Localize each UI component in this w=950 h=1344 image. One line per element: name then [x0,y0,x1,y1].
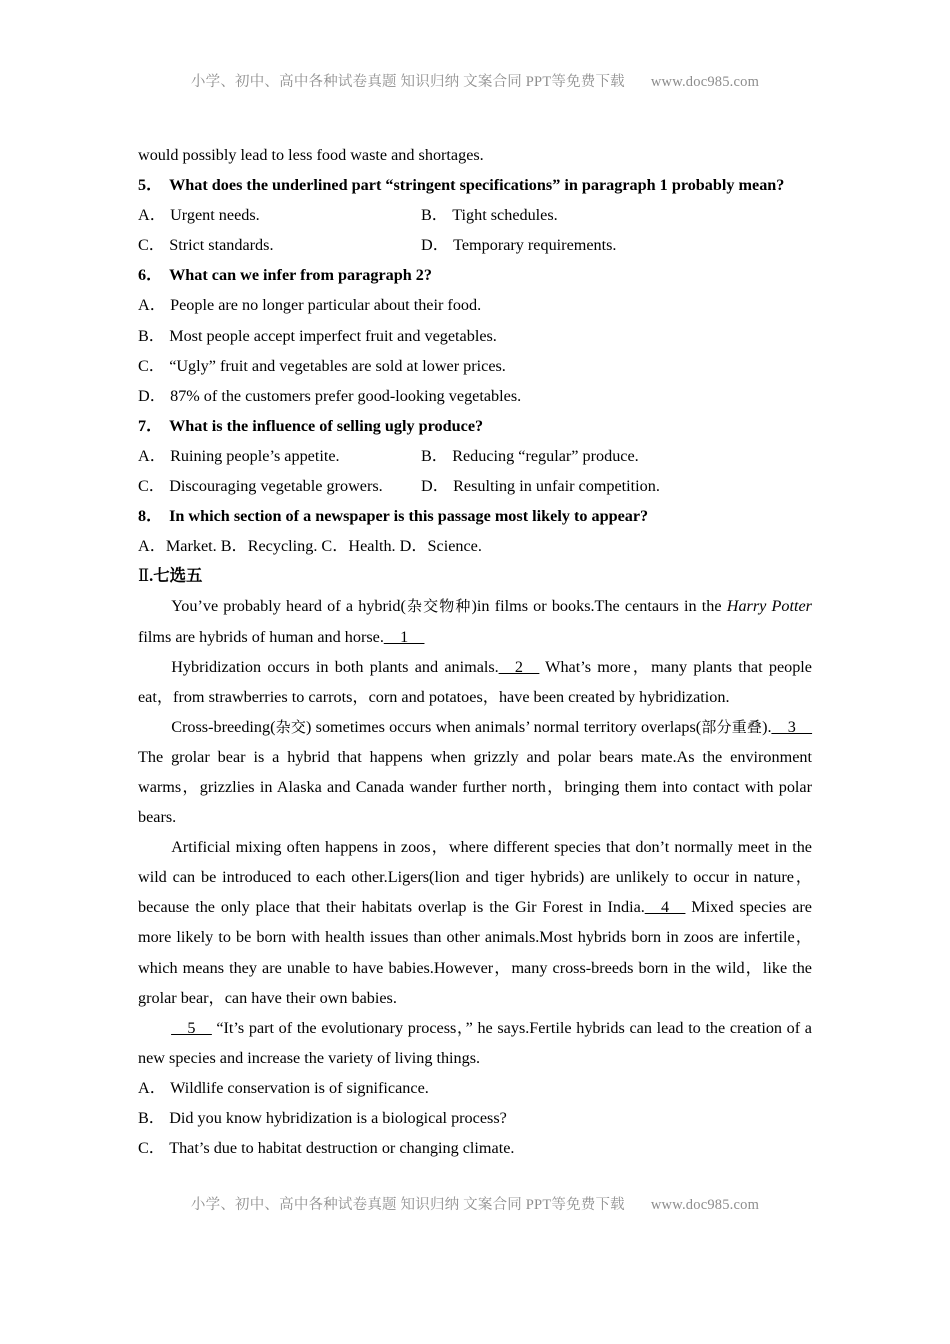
passage-text: What’s more，many plants that people eat，from strawberries to carrots，corn and potatoes，have been created by hybridization. [138,657,812,706]
option-7-A-text: Ruining people’s appetite. [170,446,340,465]
passage-text: “It’s part of the evolutionary process，” he says.Fertile hybrids can lead to the creation of a new species and increase the variety of living things. [138,1018,812,1067]
question-7-number: 7． [138,416,163,435]
option-7-B-text: Reducing “regular” produce. [452,446,639,465]
option-6-A[interactable] [138,290,812,320]
chinese-gloss: 部分重叠 [701,717,763,736]
question-7-stem [138,411,812,441]
passage-text: ). [762,717,772,736]
option-5-A[interactable] [138,200,421,230]
passage-paragraph-4 [138,832,812,1013]
continued-sentence: would possibly lead to less food waste and shortages. [138,146,484,164]
option-5-C-text: Strict standards. [169,236,274,255]
option-6-A-text: People are no longer particular about their food. [170,296,482,315]
section-heading [138,561,812,591]
question-7-text: What is the influence of selling ugly produce? [169,416,484,435]
question-6-text: What can we infer from paragraph 2? [169,266,432,285]
option-6-D-letter: D． [138,386,166,405]
answer-blank[interactable]: __1__ [383,627,425,646]
option-5-C-letter: C． [138,236,165,255]
option-5-D-letter: D． [421,236,449,255]
option-7-D[interactable] [421,471,812,501]
watermark-text: 小学、初中、高中各种试卷真题 知识归纳 文案合同 PPT等免费下载 [190,74,625,90]
footer-watermark [0,1193,950,1214]
answer-blank[interactable]: __3__ [771,717,812,736]
option-5-C[interactable] [138,230,421,260]
passage-text: Mixed species are more likely to be born with health issues than other animals.Most hybrids born in zoos are infertile，which means they are unable to have babies.However，many cross-breeds born in the wild，like the grolar bear，can have their own babies. [138,898,812,1007]
question-8-text: In which section of a newspaper is this passage most likely to appear? [169,507,649,526]
option-7-D-letter: D． [421,477,449,496]
option-7-C-letter: C． [138,477,165,496]
question-6-number: 6． [138,266,163,285]
passage-choice-A-text: Wildlife conservation is of significance. [170,1078,429,1097]
passage-paragraph-3 [138,712,812,832]
option-5-A-text: Urgent needs. [170,206,260,225]
option-7-C[interactable] [138,471,421,501]
option-5-B-text: Tight schedules. [452,206,558,225]
question-8-options-inline[interactable]: A．Market. B．Recycling. C．Health. D．Science. [138,537,482,556]
passage-choice-A-letter: A． [138,1078,166,1097]
option-7-A[interactable] [138,441,421,471]
section-title: 七选五 [153,566,203,586]
passage-choice-C-text: That’s due to habitat destruction or changing climate. [169,1139,515,1158]
passage-choice-B-text: Did you know hybridization is a biological process? [169,1109,507,1127]
option-6-B-letter: B． [138,326,165,345]
answer-blank[interactable]: __2__ [498,657,540,676]
option-5-D[interactable] [421,230,812,260]
option-5-B-letter: B． [421,206,448,225]
passage-text: You’ve probably heard of a hybrid( [171,597,406,616]
chinese-gloss: 杂交 [275,717,307,736]
question-8-stem [138,501,812,531]
option-7-C-text: Discouraging vegetable growers. [169,477,383,496]
answer-blank[interactable]: __4__ [644,898,686,917]
option-6-D[interactable] [138,381,812,411]
passage-text: ) sometimes occurs when animals’ normal territory overlaps( [306,717,702,736]
option-6-D-text: 87% of the customers prefer good-looking vegetables. [170,386,522,405]
question-7-options-row-1 [138,441,812,471]
passage-text: films are hybrids of human and horse. [138,627,384,646]
section-roman-numeral: Ⅱ [138,566,150,586]
option-6-B[interactable] [138,321,812,351]
passage-text: Artificial mixing often happens in zoos，where different species that don’t normally meet in the wild can be introduced to each other.Ligers(lion and tiger hybrids) are unlikely to occur in nature，because the only place that their habitats overlap is the Gir Forest in India. [138,838,812,917]
option-6-A-letter: A． [138,296,166,315]
passage-choice-C-letter: C． [138,1139,165,1158]
watermark-url: www.doc985.com [650,74,760,90]
option-7-B[interactable] [421,441,812,471]
option-6-C-letter: C． [138,356,165,375]
passage-text: Cross-breeding( [171,717,276,736]
passage-choice-A[interactable] [138,1073,812,1103]
option-6-C[interactable] [138,351,812,381]
passage-choice-B[interactable] [138,1103,812,1133]
question-8-number: 8． [138,507,163,526]
question-5-number: 5． [138,176,163,195]
passage-text: The grolar bear is a hybrid that happens when grizzly and polar bears mate.As the environment warms，grizzlies in Alaska and Canada wander further north，bringing them into contact with polar bears. [138,747,812,827]
option-7-D-text: Resulting in unfair competition. [453,477,660,496]
option-6-C-text: “Ugly” fruit and vegetables are sold at lower prices. [169,356,506,375]
passage-choice-B-letter: B． [138,1109,165,1127]
passage-choice-C[interactable] [138,1133,812,1163]
footer-watermark-url: www.doc985.com [650,1197,760,1213]
question-7-options-row-2 [138,471,812,501]
header-watermark [0,70,950,91]
footer-watermark-text: 小学、初中、高中各种试卷真题 知识归纳 文案合同 PPT等免费下载 [190,1197,625,1213]
passage-text: Hybridization occurs in both plants and animals. [171,657,499,676]
question-5-stem [138,170,812,200]
answer-blank[interactable]: __5__ [171,1018,212,1037]
option-5-A-letter: A． [138,206,166,225]
passage-paragraph-2 [138,652,812,712]
chinese-gloss: 杂交物种 [405,597,472,616]
question-5-text: What does the underlined part “stringent specifications” in paragraph 1 probably mean? [169,176,785,195]
document-body [138,140,812,1163]
passage-paragraph-5 [138,1013,812,1073]
question-5-options-row-1 [138,200,812,230]
passage-text: )in films or books.The centaurs in the [471,597,727,616]
section-dot: . [149,566,154,586]
option-7-B-letter: B． [421,446,448,465]
italic-title: Harry Potter [726,597,812,616]
option-5-B[interactable] [421,200,812,230]
question-6-stem [138,260,812,290]
question-5-options-row-2 [138,230,812,260]
passage-paragraph-1 [138,591,812,651]
option-5-D-text: Temporary requirements. [453,236,617,255]
option-7-A-letter: A． [138,446,166,465]
option-6-B-text: Most people accept imperfect fruit and vegetables. [169,326,497,345]
